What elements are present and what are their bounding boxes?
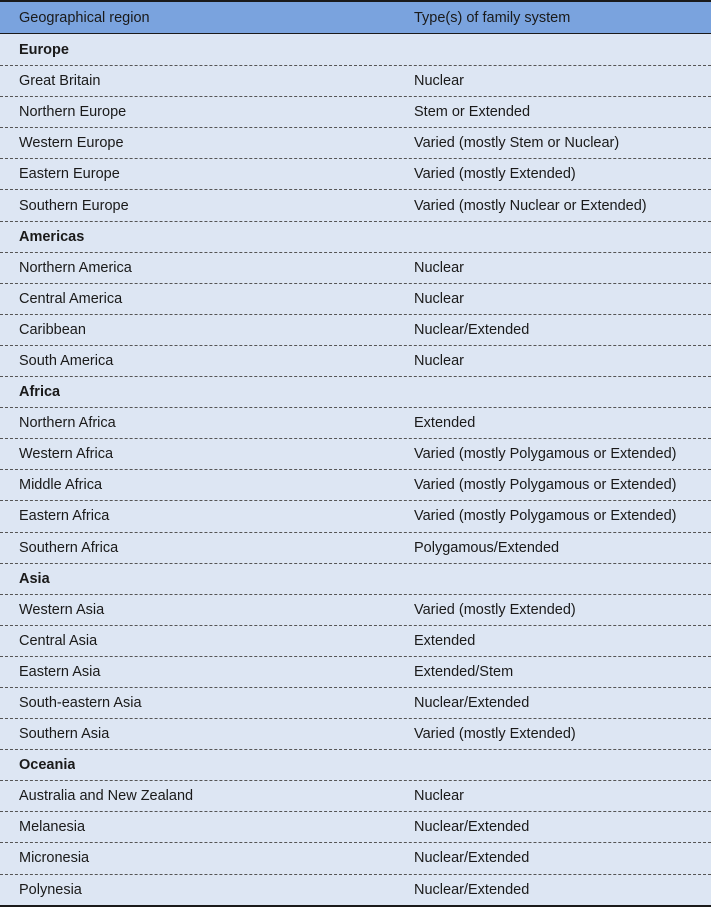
group-label: Americas — [19, 228, 85, 245]
table-row — [0, 718, 711, 749]
family-type-cell: Varied (mostly Polygamous or Extended) — [414, 508, 677, 525]
table-header — [0, 2, 711, 34]
region-cell: Great Britain — [19, 73, 101, 90]
region-cell: Australia and New Zealand — [19, 788, 194, 805]
family-type-cell: Nuclear — [414, 788, 464, 805]
table-row — [0, 65, 711, 96]
table-row — [0, 127, 711, 158]
group-header-row — [0, 221, 711, 252]
table-row — [0, 407, 711, 438]
region-cell: Western Africa — [19, 446, 114, 463]
family-type-cell: Extended/Stem — [414, 663, 514, 680]
group-label: Africa — [19, 384, 61, 401]
region-cell: Western Europe — [19, 135, 124, 152]
region-cell: Caribbean — [19, 321, 86, 338]
table-row — [0, 438, 711, 469]
table-row — [0, 189, 711, 220]
family-type-cell: Varied (mostly Extended) — [414, 166, 576, 183]
table-row — [0, 811, 711, 842]
table-row — [0, 656, 711, 687]
family-type-cell: Nuclear — [414, 259, 464, 276]
family-type-cell: Nuclear/Extended — [414, 819, 530, 836]
family-type-cell: Nuclear — [414, 352, 464, 369]
region-cell: Central America — [19, 290, 123, 307]
family-type-cell: Nuclear/Extended — [414, 850, 530, 867]
table-body — [0, 34, 711, 905]
table-row — [0, 687, 711, 718]
table-row — [0, 283, 711, 314]
region-cell: Polynesia — [19, 881, 82, 898]
family-type-cell: Polygamous/Extended — [414, 539, 560, 556]
region-cell: Northern Africa — [19, 415, 116, 432]
group-header-row — [0, 563, 711, 594]
family-type-cell: Extended — [414, 415, 476, 432]
table-row — [0, 96, 711, 127]
region-cell: Northern America — [19, 259, 132, 276]
family-type-cell: Nuclear/Extended — [414, 695, 530, 712]
region-cell: Eastern Europe — [19, 166, 120, 183]
table-row — [0, 532, 711, 563]
table-row — [0, 314, 711, 345]
group-label: Oceania — [19, 757, 76, 774]
family-type-cell: Nuclear — [414, 73, 464, 90]
table-row — [0, 469, 711, 500]
family-type-cell: Nuclear/Extended — [414, 881, 530, 898]
region-cell: Central Asia — [19, 632, 98, 649]
table-row — [0, 842, 711, 873]
group-label: Asia — [19, 570, 50, 587]
region-cell: Eastern Africa — [19, 508, 110, 525]
table-row — [0, 874, 711, 905]
family-type-cell: Varied (mostly Stem or Nuclear) — [414, 135, 620, 152]
column-header-region: Geographical region — [19, 9, 150, 26]
table-row — [0, 594, 711, 625]
column-header-type: Type(s) of family system — [414, 9, 571, 26]
region-cell: Northern Europe — [19, 104, 127, 121]
group-header-row — [0, 749, 711, 780]
region-cell: Eastern Asia — [19, 663, 101, 680]
table-row — [0, 500, 711, 531]
family-type-cell: Varied (mostly Extended) — [414, 726, 576, 743]
table-row — [0, 252, 711, 283]
table-row — [0, 780, 711, 811]
family-type-cell: Varied (mostly Nuclear or Extended) — [414, 197, 647, 214]
family-type-cell: Varied (mostly Polygamous or Extended) — [414, 446, 677, 463]
family-type-cell: Stem or Extended — [414, 104, 531, 121]
group-header-row — [0, 376, 711, 407]
region-cell: Southern Europe — [19, 197, 129, 214]
group-header-row — [0, 34, 711, 65]
region-cell: Southern Asia — [19, 726, 110, 743]
family-type-cell: Varied (mostly Polygamous or Extended) — [414, 477, 677, 494]
group-label: Europe — [19, 41, 69, 58]
family-type-cell: Nuclear/Extended — [414, 321, 530, 338]
family-type-cell: Nuclear — [414, 290, 464, 307]
table-row — [0, 625, 711, 656]
region-cell: Western Asia — [19, 601, 105, 618]
family-type-cell: Extended — [414, 632, 476, 649]
table-row — [0, 158, 711, 189]
region-cell: Southern Africa — [19, 539, 119, 556]
region-cell: Melanesia — [19, 819, 86, 836]
region-cell: South-eastern Asia — [19, 695, 142, 712]
region-cell: Middle Africa — [19, 477, 103, 494]
table-row — [0, 345, 711, 376]
region-cell: South America — [19, 352, 114, 369]
region-cell: Micronesia — [19, 850, 90, 867]
family-type-cell: Varied (mostly Extended) — [414, 601, 576, 618]
